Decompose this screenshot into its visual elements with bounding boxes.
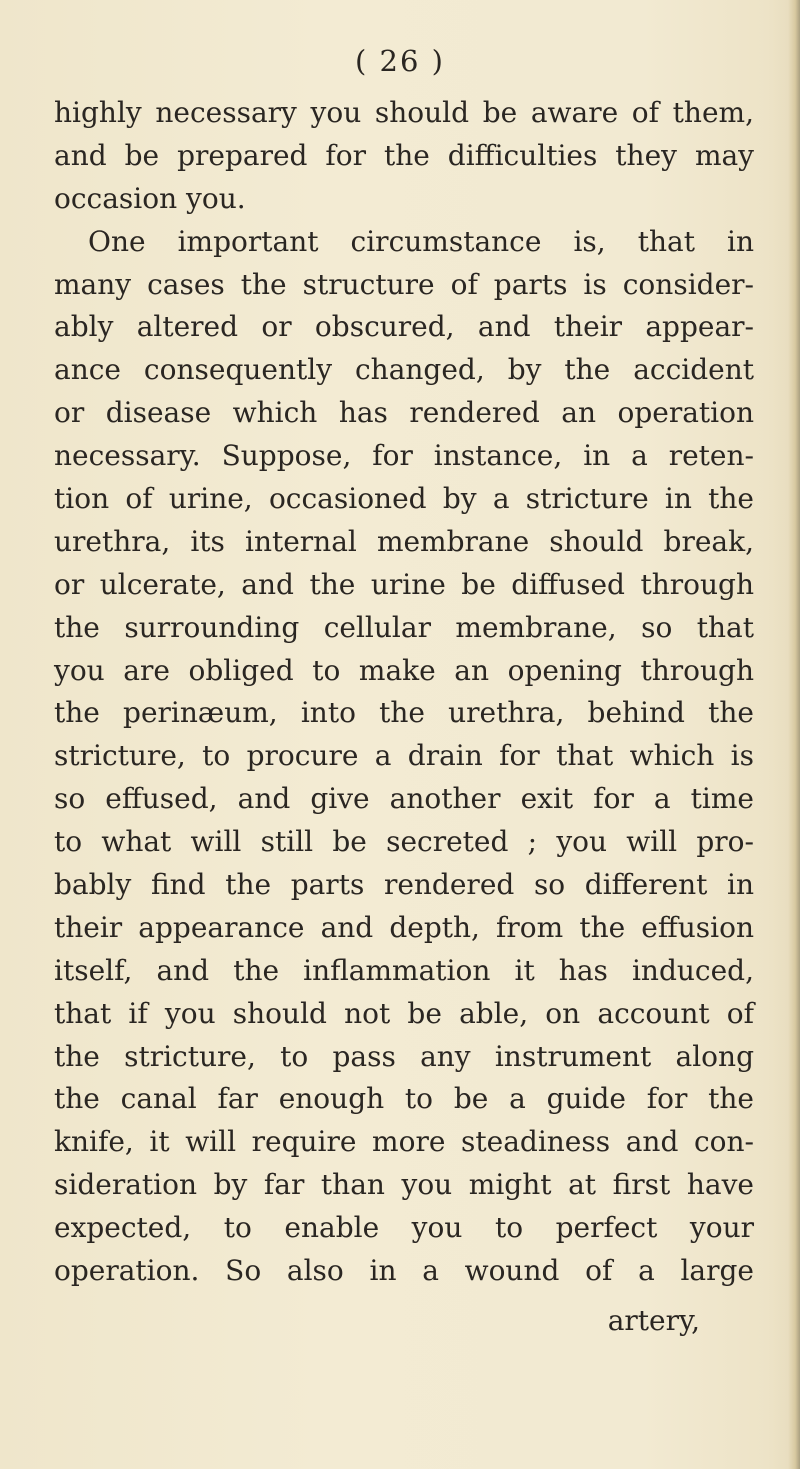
text-line-15: the perinæum, into the urethra, behind the [54, 696, 754, 730]
page-number: ( 26 ) [355, 44, 445, 78]
text-line-14: you are obliged to make an opening through [54, 653, 754, 687]
text-line-10: tion of urine, occasioned by a stricture in the [54, 482, 754, 516]
text-line-2: and be prepared for the difficulties they may [54, 138, 754, 172]
text-line-16: stricture, to procure a drain for that which is [54, 739, 754, 773]
text-line-5: many cases the structure of parts is consider- [54, 267, 754, 301]
text-line-27: expected, to enable you to perfect your [54, 1211, 754, 1245]
text-line-26: sideration by far than you might at first have [54, 1168, 754, 1202]
text-line-20: their appearance and depth, from the effusion [54, 910, 754, 944]
text-line-4: One important circumstance is, that in [88, 224, 754, 258]
text-line-22: that if you should not be able, on account of [54, 996, 754, 1030]
text-line-3: occasion you. [54, 181, 246, 215]
text-line-9: necessary. Suppose, for instance, in a reten- [54, 439, 754, 473]
text-line-17: so effused, and give another exit for a time [54, 782, 754, 816]
text-line-28: operation. So also in a wound of a large [54, 1254, 754, 1288]
text-line-7: ance consequently changed, by the accident [54, 353, 754, 387]
text-line-6: ably altered or obscured, and their appear- [54, 310, 754, 344]
text-line-25: knife, it will require more steadiness and con- [54, 1125, 754, 1159]
text-line-18: to what will still be secreted ; you will pro- [54, 825, 754, 859]
text-line-24: the canal far enough to be a guide for the [54, 1082, 754, 1116]
text-line-12: or ulcerate, and the urine be diffused through [54, 567, 754, 601]
catchword: artery, [607, 1304, 700, 1337]
text-line-13: the surrounding cellular membrane, so that [54, 610, 754, 644]
text-line-21: itself, and the inflammation it has induced, [54, 953, 754, 987]
text-line-19: bably find the parts rendered so different in [54, 868, 754, 902]
body-text [54, 92, 754, 1293]
text-line-1: highly necessary you should be aware of them, [54, 96, 754, 129]
text-line-8: or disease which has rendered an operation [54, 396, 754, 430]
text-line-23: the stricture, to pass any instrument along [54, 1039, 754, 1073]
text-line-11: urethra, its internal membrane should break, [54, 524, 754, 558]
page-edge-shadow [788, 0, 800, 1469]
